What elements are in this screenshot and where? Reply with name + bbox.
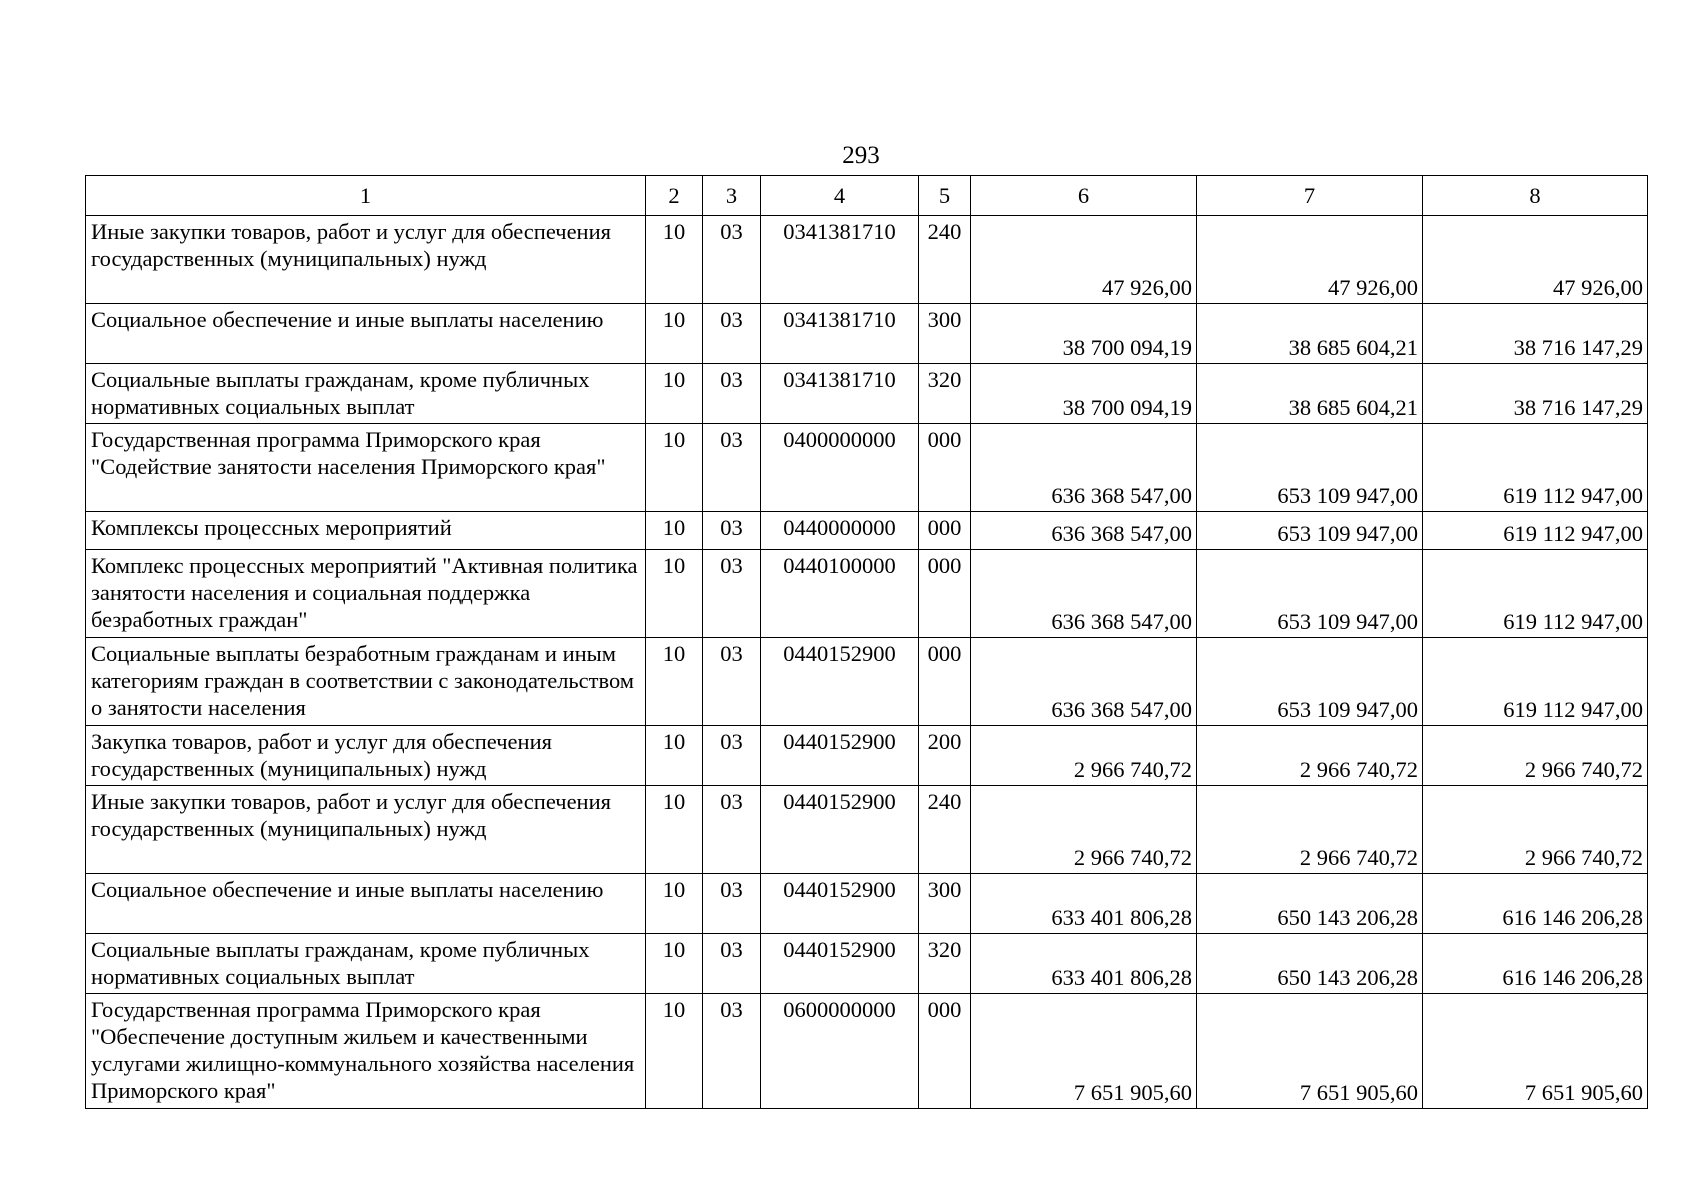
row-expense-type: 240	[919, 786, 971, 874]
row-name: Социальные выплаты гражданам, кроме публичных нормативных социальных выплат	[86, 934, 646, 994]
row-section: 10	[646, 874, 703, 934]
row-expense-type: 000	[919, 512, 971, 550]
table-row	[86, 994, 1648, 1109]
header-cell-1: 1	[86, 176, 646, 216]
row-amount-8: 2 966 740,72	[1423, 786, 1648, 874]
row-section: 10	[646, 424, 703, 512]
row-amount-7: 650 143 206,28	[1197, 874, 1423, 934]
row-amount-8: 47 926,00	[1423, 216, 1648, 304]
row-amount-6: 47 926,00	[971, 216, 1197, 304]
row-target-code: 0400000000	[761, 424, 919, 512]
row-name: Государственная программа Приморского края "Обеспечение доступным жильем и качественными услугами жилищно-коммунального хозяйства населения Приморского края"	[86, 994, 646, 1109]
row-target-code: 0440152900	[761, 638, 919, 726]
header-cell-5: 5	[919, 176, 971, 216]
row-expense-type: 320	[919, 934, 971, 994]
row-expense-type: 320	[919, 364, 971, 424]
table-row	[86, 786, 1648, 874]
row-amount-6: 38 700 094,19	[971, 304, 1197, 364]
table-row	[86, 512, 1648, 550]
table-row	[86, 216, 1648, 304]
row-amount-6: 636 368 547,00	[971, 424, 1197, 512]
table-row	[86, 638, 1648, 726]
row-name: Социальное обеспечение и иные выплаты населению	[86, 874, 646, 934]
row-amount-6: 633 401 806,28	[971, 874, 1197, 934]
row-expense-type: 000	[919, 638, 971, 726]
row-section: 10	[646, 786, 703, 874]
row-section: 10	[646, 216, 703, 304]
row-subsection: 03	[703, 424, 761, 512]
table-row	[86, 726, 1648, 786]
row-expense-type: 240	[919, 216, 971, 304]
header-cell-7: 7	[1197, 176, 1423, 216]
row-section: 10	[646, 638, 703, 726]
row-section: 10	[646, 512, 703, 550]
row-amount-7: 653 109 947,00	[1197, 512, 1423, 550]
row-name: Комплексы процессных мероприятий	[86, 512, 646, 550]
row-target-code: 0341381710	[761, 216, 919, 304]
row-name: Иные закупки товаров, работ и услуг для обеспечения государственных (муниципальных) нужд	[86, 786, 646, 874]
row-expense-type: 300	[919, 874, 971, 934]
row-amount-7: 47 926,00	[1197, 216, 1423, 304]
header-cell-4: 4	[761, 176, 919, 216]
header-cell-6: 6	[971, 176, 1197, 216]
header-cell-8: 8	[1423, 176, 1648, 216]
table-row	[86, 550, 1648, 638]
row-subsection: 03	[703, 364, 761, 424]
row-subsection: 03	[703, 304, 761, 364]
row-subsection: 03	[703, 786, 761, 874]
row-amount-6: 636 368 547,00	[971, 638, 1197, 726]
row-amount-8: 7 651 905,60	[1423, 994, 1648, 1109]
table-row	[86, 874, 1648, 934]
row-amount-6: 38 700 094,19	[971, 364, 1197, 424]
row-subsection: 03	[703, 934, 761, 994]
row-amount-8: 619 112 947,00	[1423, 424, 1648, 512]
row-amount-6: 2 966 740,72	[971, 786, 1197, 874]
row-amount-8: 616 146 206,28	[1423, 934, 1648, 994]
row-target-code: 0341381710	[761, 304, 919, 364]
row-name: Закупка товаров, работ и услуг для обеспечения государственных (муниципальных) нужд	[86, 726, 646, 786]
row-amount-7: 2 966 740,72	[1197, 726, 1423, 786]
row-amount-8: 619 112 947,00	[1423, 512, 1648, 550]
row-name: Социальные выплаты гражданам, кроме публичных нормативных социальных выплат	[86, 364, 646, 424]
row-name: Социальное обеспечение и иные выплаты населению	[86, 304, 646, 364]
row-subsection: 03	[703, 216, 761, 304]
row-amount-7: 2 966 740,72	[1197, 786, 1423, 874]
row-amount-7: 653 109 947,00	[1197, 550, 1423, 638]
row-expense-type: 300	[919, 304, 971, 364]
row-subsection: 03	[703, 512, 761, 550]
table-row	[86, 364, 1648, 424]
row-target-code: 0440000000	[761, 512, 919, 550]
row-target-code: 0440100000	[761, 550, 919, 638]
row-target-code: 0440152900	[761, 874, 919, 934]
row-subsection: 03	[703, 994, 761, 1109]
page-number: 293	[842, 142, 880, 169]
row-expense-type: 000	[919, 550, 971, 638]
row-section: 10	[646, 726, 703, 786]
row-amount-8: 619 112 947,00	[1423, 550, 1648, 638]
row-subsection: 03	[703, 638, 761, 726]
row-name: Государственная программа Приморского края "Содействие занятости населения Приморского края"	[86, 424, 646, 512]
row-amount-7: 650 143 206,28	[1197, 934, 1423, 994]
row-expense-type: 000	[919, 424, 971, 512]
row-amount-6: 636 368 547,00	[971, 550, 1197, 638]
table-row	[86, 934, 1648, 994]
row-amount-6: 633 401 806,28	[971, 934, 1197, 994]
row-amount-7: 653 109 947,00	[1197, 638, 1423, 726]
row-section: 10	[646, 994, 703, 1109]
row-name: Иные закупки товаров, работ и услуг для обеспечения государственных (муниципальных) нужд	[86, 216, 646, 304]
table-row	[86, 304, 1648, 364]
row-amount-8: 38 716 147,29	[1423, 364, 1648, 424]
row-subsection: 03	[703, 550, 761, 638]
row-section: 10	[646, 934, 703, 994]
row-section: 10	[646, 304, 703, 364]
row-amount-7: 7 651 905,60	[1197, 994, 1423, 1109]
row-section: 10	[646, 550, 703, 638]
row-amount-7: 653 109 947,00	[1197, 424, 1423, 512]
row-amount-6: 2 966 740,72	[971, 726, 1197, 786]
row-amount-6: 636 368 547,00	[971, 512, 1197, 550]
row-amount-8: 616 146 206,28	[1423, 874, 1648, 934]
row-amount-8: 619 112 947,00	[1423, 638, 1648, 726]
row-name: Социальные выплаты безработным гражданам и иным категориям граждан в соответствии с законодательством о занятости населения	[86, 638, 646, 726]
header-row	[86, 176, 1648, 216]
row-target-code: 0440152900	[761, 934, 919, 994]
row-expense-type: 000	[919, 994, 971, 1109]
row-amount-7: 38 685 604,21	[1197, 304, 1423, 364]
header-cell-3: 3	[703, 176, 761, 216]
row-amount-8: 38 716 147,29	[1423, 304, 1648, 364]
row-name: Комплекс процессных мероприятий "Активная политика занятости населения и социальная поддержка безработных граждан"	[86, 550, 646, 638]
row-subsection: 03	[703, 874, 761, 934]
header-cell-2: 2	[646, 176, 703, 216]
row-amount-6: 7 651 905,60	[971, 994, 1197, 1109]
row-target-code: 0600000000	[761, 994, 919, 1109]
row-section: 10	[646, 364, 703, 424]
row-subsection: 03	[703, 726, 761, 786]
row-amount-7: 38 685 604,21	[1197, 364, 1423, 424]
table-row	[86, 424, 1648, 512]
row-expense-type: 200	[919, 726, 971, 786]
row-target-code: 0341381710	[761, 364, 919, 424]
budget-table	[85, 175, 1648, 1109]
row-target-code: 0440152900	[761, 726, 919, 786]
row-amount-8: 2 966 740,72	[1423, 726, 1648, 786]
row-target-code: 0440152900	[761, 786, 919, 874]
